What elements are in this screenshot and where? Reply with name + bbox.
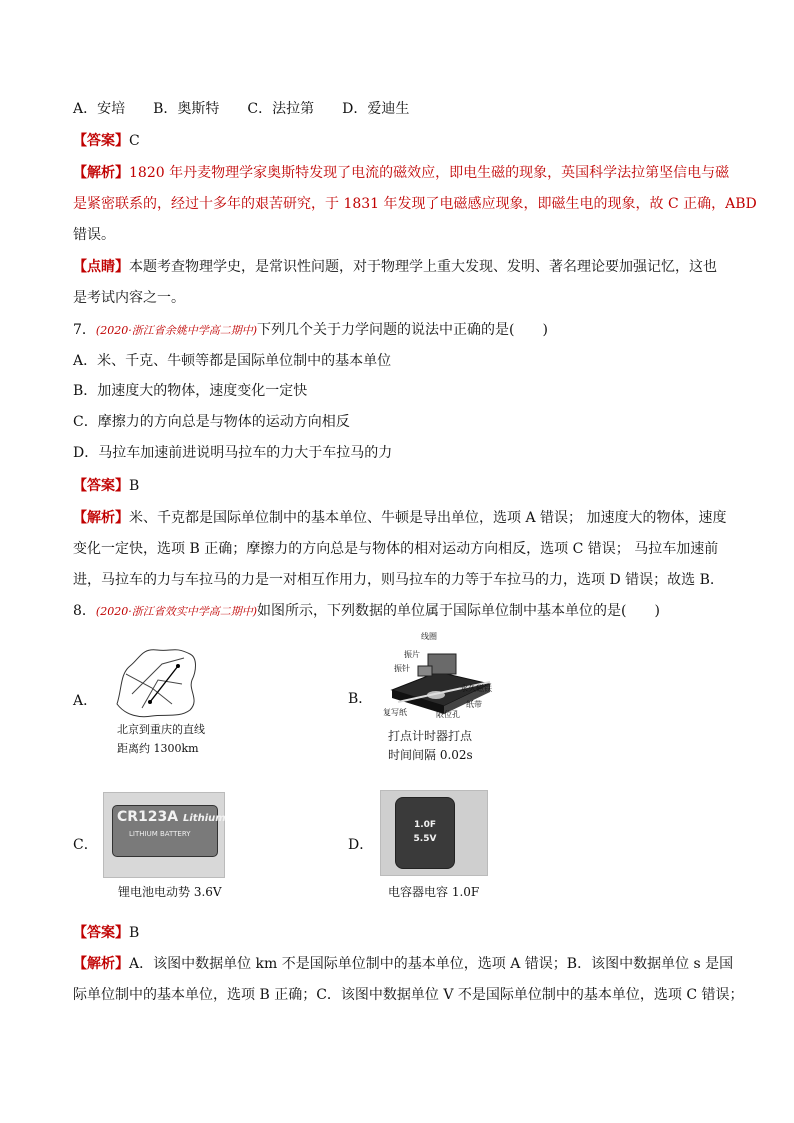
q7-option-b: B．加速度大的物体，速度变化一定快 [73,383,308,399]
question-stem: 如图所示，下列数据的单位属于国际单位制中基本单位的是( ) [257,603,660,619]
q8-stem [73,601,660,622]
q7-option-c: C．摩擦力的方向总是与物体的运动方向相反 [73,414,350,430]
fig-b-label: B． [348,691,373,707]
q6-comment-line-2: 是考试内容之一。 [73,290,185,306]
comment-label: 【点睛】 [73,259,129,275]
comment-text: 本题考查物理学史，是常识性问题，对于物理学上重大发现、发明、著名理论要加强记忆，这也 [129,259,717,275]
q8-answer [73,923,139,943]
q8-analysis-line-2: 际单位制中的基本单位，选项 B 正确；C．该图中数据单位 V 不是国际单位制中的基本单位，选项 C 错误； [73,987,744,1003]
answer-label: 【答案】 [73,925,129,941]
battery-label: LITHIUM BATTERY [129,830,191,838]
q6-comment-line-1 [73,257,717,277]
fig-c-caption: 锂电池电动势 3.6V [118,885,222,899]
q7-analysis-line-3: 进，马拉车的力与车拉马的力是一对相互作用力，则马拉车的力等于车拉马的力，选项 D 错误；故选 B. [73,572,715,588]
analysis-text: A．该图中数据单位 km 不是国际单位制中的基本单位，选项 A 错误；B．该图中数据单位 s 是国 [129,956,734,972]
question-number: 7． [73,322,96,338]
q6-analysis-line-1 [73,163,729,183]
capacitor-body [395,797,455,869]
q7-option-d: D．马拉车加速前进说明马拉车的力大于车拉马的力 [73,445,393,461]
q7-stem [73,320,548,341]
part-tape: 纸带 [466,700,482,709]
answer-value: B [129,925,140,941]
battery-body [112,805,226,857]
q6-answer [73,131,140,151]
map-figure [112,644,204,720]
analysis-label: 【解析】 [73,956,129,972]
battery-model: CR123A [117,809,179,825]
q6-analysis-line-2: 是紧密联系的，经过十多年的艰苦研究，于 1831 年发现了电磁感应现象，即磁生电的现象，故 C 正确，ABD [73,196,757,212]
battery-brand: Lithium [183,813,226,824]
q7-analysis-line-1 [73,508,726,528]
q6-option-d: D．爱迪生 [342,101,410,117]
part-limit-hole: 限位孔 [436,710,460,719]
part-carbon-paper: 复写纸 [383,708,407,717]
q6-option-a: A．安培 [73,101,126,117]
part-coil: 线圈 [421,632,437,641]
fig-b-caption-2: 时间间隔 0.02s [388,748,473,762]
analysis-text: 米、千克都是国际单位制中的基本单位、牛顿是导出单位，选项 A 错误； 加速度大的物体，速度 [129,510,727,526]
fig-d-label: D． [348,837,374,853]
part-vibrating-plate: 振片 [404,650,420,659]
q6-option-b: B．奥斯特 [153,101,220,117]
answer-value: C [129,133,140,149]
answer-label: 【答案】 [73,478,129,494]
question-source: (2020·浙江省余姚中学高二期中) [95,324,257,337]
fig-c-label: C． [73,837,98,853]
q6-analysis-line-3: 错误。 [73,227,115,243]
battery-photo [103,792,225,878]
question-stem: 下列几个关于力学问题的说法中正确的是( ) [257,322,548,338]
part-magnet: 永久磁铁 [460,684,492,693]
question-source: (2020·浙江省效实中学高二期中) [95,605,257,618]
question-number: 8． [73,603,96,619]
q7-option-a: A．米、千克、牛顿等都是国际单位制中的基本单位 [73,353,392,369]
analysis-label: 【解析】 [73,510,129,526]
q6-option-c: C．法拉第 [247,101,315,117]
q7-analysis-line-2: 变化一定快，选项 B 正确；摩擦力的方向总是与物体的相对运动方向相反，选项 C 错误； 马拉车加速前 [73,541,719,557]
fig-b-caption-1: 打点计时器打点 [388,729,473,743]
fig-a-caption-1: 北京到重庆的直线 [117,723,205,736]
q8-analysis-line-1 [73,954,733,974]
analysis-label: 【解析】 [73,165,129,181]
q6-options [73,99,409,119]
capacitor-rating: 1.0F 5.5V [413,820,437,844]
analysis-text: 1820 年丹麦物理学家奥斯特发现了电流的磁效应，即电生磁的现象，英国科学法拉第坚信电与磁 [129,165,730,181]
fig-a-label: A． [73,693,98,709]
q7-answer [73,476,139,496]
capacitor-photo [380,790,488,876]
fig-a-caption-2: 距离约 1300km [117,742,199,755]
part-needle: 振针 [394,664,410,673]
fig-d-caption: 电容器电容 1.0F [388,885,480,899]
answer-value: B [129,478,140,494]
answer-label: 【答案】 [73,133,129,149]
